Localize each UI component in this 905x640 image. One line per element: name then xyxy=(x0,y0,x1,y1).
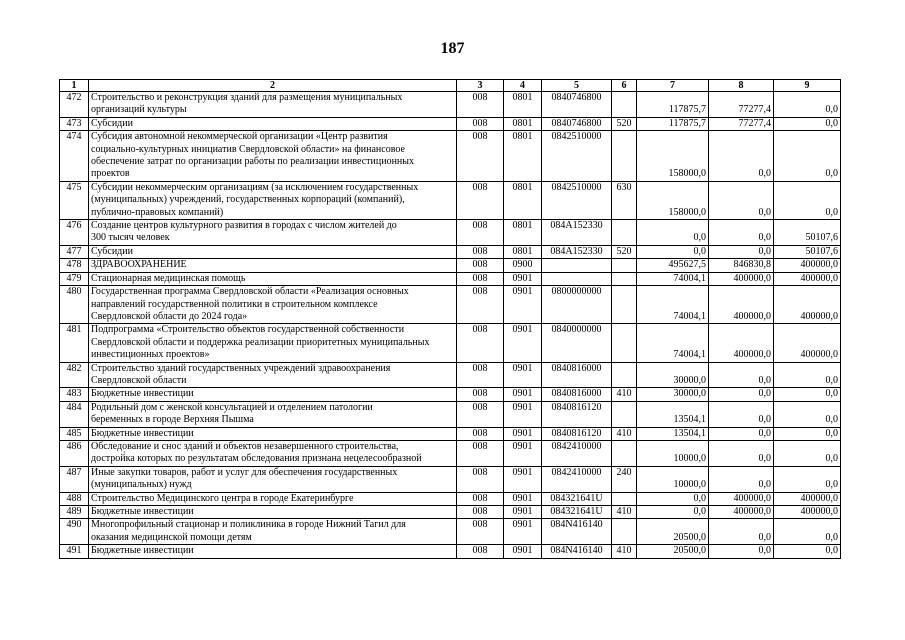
item-name-line: проектов xyxy=(91,168,130,180)
row-number: 476 xyxy=(60,220,89,246)
row-number: 482 xyxy=(60,362,89,388)
item-name-line: 300 тысяч человек xyxy=(91,232,170,244)
amount-col7: 0,0 xyxy=(637,492,709,505)
table-row xyxy=(60,427,841,440)
amount-col7: 158000,0 xyxy=(637,131,709,182)
item-name-line: публично-правовых компаний) xyxy=(91,206,224,218)
section-code: 0901 xyxy=(504,427,542,440)
amount-col9: 0,0 xyxy=(774,117,841,130)
item-name-line: Субсидии xyxy=(91,117,133,129)
item-name xyxy=(89,492,457,505)
amount-col9: 400000,0 xyxy=(774,259,841,272)
target-article xyxy=(542,259,612,272)
amount-col7: 30000,0 xyxy=(637,362,709,388)
ministry-code: 008 xyxy=(457,324,504,362)
row-number: 472 xyxy=(60,92,89,118)
amount-col8: 0,0 xyxy=(709,388,774,401)
section-code: 0801 xyxy=(504,117,542,130)
item-name-line: Многопрофильный стационар и поликлиника в городе Нижний Тагил для xyxy=(91,519,406,531)
target-article: 0842510000 xyxy=(542,181,612,219)
section-code: 0801 xyxy=(504,245,542,258)
ministry-code: 008 xyxy=(457,245,504,258)
ministry-code: 008 xyxy=(457,492,504,505)
target-article: 0840816000 xyxy=(542,362,612,388)
ministry-code: 008 xyxy=(457,401,504,427)
column-header: 1 xyxy=(60,80,89,92)
item-name-line: Свердловской области и поддержка реализации приоритетных муниципальных xyxy=(91,336,430,348)
column-header: 6 xyxy=(612,80,637,92)
ministry-code: 008 xyxy=(457,362,504,388)
section-code: 0901 xyxy=(504,519,542,545)
amount-col9: 0,0 xyxy=(774,519,841,545)
row-number: 483 xyxy=(60,388,89,401)
target-article: 0840816120 xyxy=(542,401,612,427)
table-row xyxy=(60,272,841,285)
target-article: 0842410000 xyxy=(542,466,612,492)
amount-col8: 0,0 xyxy=(709,440,774,466)
item-name-line: Субсидии xyxy=(91,245,133,257)
ministry-code: 008 xyxy=(457,117,504,130)
target-article: 0800000000 xyxy=(542,286,612,324)
item-name xyxy=(89,545,457,558)
item-name xyxy=(89,362,457,388)
ministry-code: 008 xyxy=(457,519,504,545)
amount-col8: 0,0 xyxy=(709,545,774,558)
expense-type xyxy=(612,286,637,324)
row-number: 479 xyxy=(60,272,89,285)
amount-col7: 117875,7 xyxy=(637,92,709,118)
column-header: 2 xyxy=(89,80,457,92)
item-name-line: Субсидия автономной некоммерческой организации «Центр развития xyxy=(91,131,388,143)
table-row xyxy=(60,440,841,466)
ministry-code: 008 xyxy=(457,388,504,401)
amount-col7: 13504,1 xyxy=(637,401,709,427)
expense-type: 410 xyxy=(612,388,637,401)
target-article: 084A152330 xyxy=(542,245,612,258)
item-name-line: Бюджетные инвестиции xyxy=(91,388,194,400)
section-code: 0901 xyxy=(504,272,542,285)
expense-type xyxy=(612,324,637,362)
ministry-code: 008 xyxy=(457,131,504,182)
target-article: 084321641U xyxy=(542,506,612,519)
table-row xyxy=(60,492,841,505)
ministry-code: 008 xyxy=(457,181,504,219)
target-article: 084N416140 xyxy=(542,519,612,545)
amount-col9: 0,0 xyxy=(774,181,841,219)
item-name-line: Строительство зданий государственных учреждений здравоохранения xyxy=(91,362,391,374)
expense-type: 410 xyxy=(612,545,637,558)
budget-table xyxy=(59,79,841,559)
section-code: 0901 xyxy=(504,324,542,362)
amount-col7: 158000,0 xyxy=(637,181,709,219)
amount-col9: 0,0 xyxy=(774,388,841,401)
target-article: 0842410000 xyxy=(542,440,612,466)
item-name xyxy=(89,220,457,246)
amount-col8: 400000,0 xyxy=(709,324,774,362)
item-name-line: беременных в городе Верхняя Пышма xyxy=(91,414,254,426)
expense-type xyxy=(612,220,637,246)
row-number: 478 xyxy=(60,259,89,272)
column-header: 8 xyxy=(709,80,774,92)
amount-col7: 30000,0 xyxy=(637,388,709,401)
amount-col7: 13504,1 xyxy=(637,427,709,440)
amount-col7: 10000,0 xyxy=(637,440,709,466)
section-code: 0901 xyxy=(504,362,542,388)
ministry-code: 008 xyxy=(457,92,504,118)
target-article: 0840000000 xyxy=(542,324,612,362)
amount-col8: 0,0 xyxy=(709,519,774,545)
amount-col9: 400000,0 xyxy=(774,286,841,324)
item-name xyxy=(89,272,457,285)
expense-type: 410 xyxy=(612,427,637,440)
target-article: 0840746800 xyxy=(542,92,612,118)
section-code: 0900 xyxy=(504,259,542,272)
table-row xyxy=(60,519,841,545)
item-name xyxy=(89,427,457,440)
item-name-line: ЗДРАВООХРАНЕНИЕ xyxy=(91,259,187,271)
item-name-line: Строительство и реконструкция зданий для размещения муниципальных xyxy=(91,92,403,103)
section-code: 0901 xyxy=(504,401,542,427)
amount-col8: 0,0 xyxy=(709,362,774,388)
amount-col9: 0,0 xyxy=(774,131,841,182)
amount-col7: 0,0 xyxy=(637,506,709,519)
amount-col8: 0,0 xyxy=(709,131,774,182)
target-article: 0840816120 xyxy=(542,427,612,440)
item-name xyxy=(89,92,457,118)
amount-col7: 495627,5 xyxy=(637,259,709,272)
table-row xyxy=(60,92,841,118)
amount-col8: 400000,0 xyxy=(709,492,774,505)
amount-col9: 0,0 xyxy=(774,92,841,118)
ministry-code: 008 xyxy=(457,506,504,519)
expense-type xyxy=(612,92,637,118)
expense-type xyxy=(612,492,637,505)
ministry-code: 008 xyxy=(457,286,504,324)
table-row xyxy=(60,506,841,519)
target-article: 0840816000 xyxy=(542,388,612,401)
ministry-code: 008 xyxy=(457,259,504,272)
item-name xyxy=(89,466,457,492)
amount-col9: 400000,0 xyxy=(774,324,841,362)
section-code: 0901 xyxy=(504,545,542,558)
item-name-line: социально-культурных инициатив Свердловской области» на финансовое xyxy=(91,143,405,155)
target-article: 084N416140 xyxy=(542,545,612,558)
row-number: 489 xyxy=(60,506,89,519)
row-number: 481 xyxy=(60,324,89,362)
amount-col7: 0,0 xyxy=(637,220,709,246)
item-name xyxy=(89,519,457,545)
section-code: 0801 xyxy=(504,220,542,246)
expense-type: 240 xyxy=(612,466,637,492)
target-article: 084A152330 xyxy=(542,220,612,246)
column-header: 4 xyxy=(504,80,542,92)
item-name-line: организаций культуры xyxy=(91,104,187,116)
column-header: 3 xyxy=(457,80,504,92)
target-article: 0840746800 xyxy=(542,117,612,130)
table-row xyxy=(60,245,841,258)
amount-col8: 0,0 xyxy=(709,427,774,440)
item-name-line: обеспечение затрат по организации работы по реализации инвестиционных xyxy=(91,156,414,168)
amount-col9: 0,0 xyxy=(774,362,841,388)
row-number: 485 xyxy=(60,427,89,440)
amount-col9: 0,0 xyxy=(774,545,841,558)
item-name-line: дострой́ка которых по результатам обследования признана нецелесообразной xyxy=(91,453,422,465)
row-number: 486 xyxy=(60,440,89,466)
table-row xyxy=(60,466,841,492)
amount-col7: 74004,1 xyxy=(637,324,709,362)
amount-col7: 117875,7 xyxy=(637,117,709,130)
table-row xyxy=(60,286,841,324)
amount-col9: 400000,0 xyxy=(774,506,841,519)
table-row xyxy=(60,324,841,362)
ministry-code: 008 xyxy=(457,272,504,285)
column-header: 5 xyxy=(542,80,612,92)
item-name xyxy=(89,286,457,324)
table-row xyxy=(60,388,841,401)
page-number: 187 xyxy=(440,40,465,57)
item-name xyxy=(89,245,457,258)
item-name-line: Обследование и снос зданий и объектов незавершенного строительства, xyxy=(91,440,399,452)
amount-col8: 0,0 xyxy=(709,181,774,219)
table-row xyxy=(60,401,841,427)
item-name-line: направлений государственной политики в строительном комплексе xyxy=(91,298,378,310)
section-code: 0901 xyxy=(504,466,542,492)
table-row xyxy=(60,131,841,182)
item-name-line: Субсидии некоммерческим организациям (за исключением государственных xyxy=(91,181,419,193)
section-code: 0801 xyxy=(504,92,542,118)
expense-type xyxy=(612,131,637,182)
section-code: 0901 xyxy=(504,440,542,466)
amount-col9: 50107,6 xyxy=(774,245,841,258)
expense-type xyxy=(612,440,637,466)
item-name-line: Строительство Медицинского центра в городе Екатеринбурге xyxy=(91,492,354,504)
row-number: 474 xyxy=(60,131,89,182)
item-name-line: Государственная программа Свердловской области «Реализация основных xyxy=(91,286,409,298)
item-name-line: Бюджетные инвестиции xyxy=(91,545,194,557)
item-name xyxy=(89,506,457,519)
section-code: 0901 xyxy=(504,286,542,324)
row-number: 487 xyxy=(60,466,89,492)
amount-col9: 0,0 xyxy=(774,466,841,492)
amount-col8: 77277,4 xyxy=(709,92,774,118)
row-number: 484 xyxy=(60,401,89,427)
expense-type: 520 xyxy=(612,117,637,130)
table-row xyxy=(60,181,841,219)
row-number: 477 xyxy=(60,245,89,258)
row-number: 490 xyxy=(60,519,89,545)
item-name-line: Иные закупки товаров, работ и услуг для обеспечения государственных xyxy=(91,466,398,478)
item-name-line: Свердловской области до 2024 года» xyxy=(91,310,248,322)
amount-col7: 10000,0 xyxy=(637,466,709,492)
row-number: 480 xyxy=(60,286,89,324)
amount-col9: 0,0 xyxy=(774,427,841,440)
item-name-line: оказания медицинской помощи детям xyxy=(91,531,252,543)
target-article: 0842510000 xyxy=(542,131,612,182)
item-name-line: Создание центров культурного развития в городах с числом жителей до xyxy=(91,220,397,232)
amount-col8: 0,0 xyxy=(709,401,774,427)
table-row xyxy=(60,545,841,558)
row-number: 488 xyxy=(60,492,89,505)
section-code: 0901 xyxy=(504,388,542,401)
amount-col8: 400000,0 xyxy=(709,506,774,519)
target-article: 084321641U xyxy=(542,492,612,505)
row-number: 475 xyxy=(60,181,89,219)
row-number: 491 xyxy=(60,545,89,558)
amount-col8: 77277,4 xyxy=(709,117,774,130)
expense-type xyxy=(612,272,637,285)
amount-col7: 74004,1 xyxy=(637,286,709,324)
item-name xyxy=(89,401,457,427)
amount-col9: 400000,0 xyxy=(774,272,841,285)
item-name-line: Родильный дом с женской консультацией и отделением патологии xyxy=(91,401,373,413)
table-row xyxy=(60,259,841,272)
section-code: 0901 xyxy=(504,492,542,505)
amount-col9: 50107,6 xyxy=(774,220,841,246)
item-name-line: Стационарная медицинская помощь xyxy=(91,272,246,284)
table-row xyxy=(60,117,841,130)
column-header: 7 xyxy=(637,80,709,92)
amount-col7: 0,0 xyxy=(637,245,709,258)
amount-col8: 846830,8 xyxy=(709,259,774,272)
amount-col9: 400000,0 xyxy=(774,492,841,505)
item-name-line: инвестиционных проектов» xyxy=(91,349,210,361)
expense-type: 630 xyxy=(612,181,637,219)
item-name-line: (муниципальных) учреждений, государственных корпораций (компаний), xyxy=(91,194,405,206)
item-name xyxy=(89,440,457,466)
amount-col7: 20500,0 xyxy=(637,545,709,558)
section-code: 0801 xyxy=(504,181,542,219)
expense-type xyxy=(612,259,637,272)
amount-col7: 20500,0 xyxy=(637,519,709,545)
section-code: 0801 xyxy=(504,131,542,182)
expense-type xyxy=(612,401,637,427)
amount-col9: 0,0 xyxy=(774,401,841,427)
amount-col9: 0,0 xyxy=(774,440,841,466)
item-name-line: Свердловской области xyxy=(91,374,187,386)
ministry-code: 008 xyxy=(457,440,504,466)
amount-col8: 400000,0 xyxy=(709,272,774,285)
expense-type xyxy=(612,519,637,545)
expense-type xyxy=(612,362,637,388)
amount-col8: 0,0 xyxy=(709,220,774,246)
item-name-line: Подпрограмма «Строительство объектов государственной собственности xyxy=(91,324,405,336)
item-name xyxy=(89,181,457,219)
ministry-code: 008 xyxy=(457,466,504,492)
item-name xyxy=(89,259,457,272)
ministry-code: 008 xyxy=(457,427,504,440)
amount-col8: 0,0 xyxy=(709,466,774,492)
item-name xyxy=(89,388,457,401)
expense-type: 520 xyxy=(612,245,637,258)
section-code: 0901 xyxy=(504,506,542,519)
table-row xyxy=(60,362,841,388)
amount-col8: 0,0 xyxy=(709,245,774,258)
amount-col7: 74004,1 xyxy=(637,272,709,285)
item-name-line: Бюджетные инвестиции xyxy=(91,506,194,517)
table-row xyxy=(60,220,841,246)
item-name-line: Бюджетные инвестиции xyxy=(91,427,194,439)
ministry-code: 008 xyxy=(457,220,504,246)
table-header-row xyxy=(60,80,841,92)
ministry-code: 008 xyxy=(457,545,504,558)
target-article xyxy=(542,272,612,285)
item-name xyxy=(89,117,457,130)
row-number: 473 xyxy=(60,117,89,130)
expense-type: 410 xyxy=(612,506,637,519)
item-name xyxy=(89,324,457,362)
item-name xyxy=(89,131,457,182)
amount-col8: 400000,0 xyxy=(709,286,774,324)
column-header: 9 xyxy=(774,80,841,92)
item-name-line: (муниципальных) нужд xyxy=(91,479,192,491)
